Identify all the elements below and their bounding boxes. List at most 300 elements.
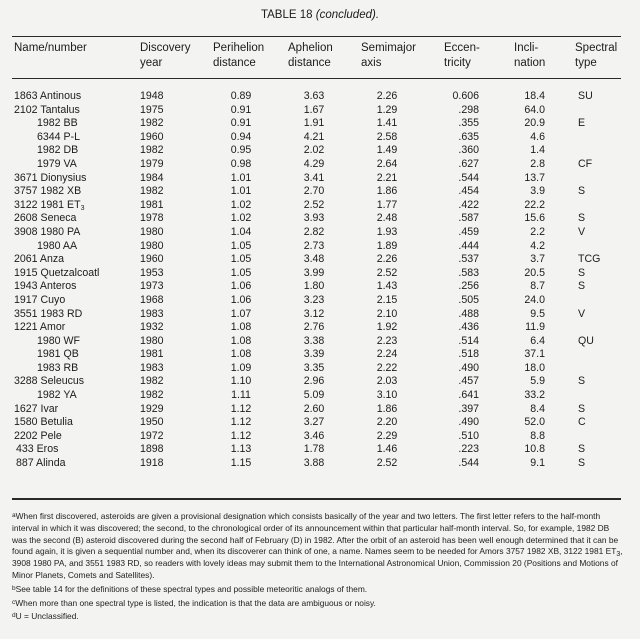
perihelion-cell: 1.04 xyxy=(230,225,252,238)
name-cell xyxy=(37,335,80,349)
table-row xyxy=(0,144,640,158)
eccentricity-cell: .505 xyxy=(458,293,479,306)
table-row xyxy=(0,104,640,118)
name-cell xyxy=(37,389,77,403)
header-inc-line1: Incli- xyxy=(514,42,539,54)
perihelion-cell: 1.06 xyxy=(230,293,252,306)
name-cell xyxy=(14,375,84,389)
semimajor-cell: 1.77 xyxy=(376,198,398,211)
table-title xyxy=(0,9,640,21)
perihelion-cell: 0.89 xyxy=(230,90,252,102)
inclination-cell: 37.1 xyxy=(524,348,545,361)
aphelion-cell: 3.38 xyxy=(303,334,325,347)
name-text: 433 Eros xyxy=(16,443,59,456)
perihelion-cell: 0.98 xyxy=(230,157,252,170)
aphelion-cell: 4.21 xyxy=(303,130,325,143)
aphelion-cell: 2.70 xyxy=(303,185,325,198)
inclination-cell: 10.8 xyxy=(524,443,545,456)
table-title-suffix: (concluded). xyxy=(315,9,380,21)
spectral-type-cell: CF xyxy=(578,157,593,170)
name-cell xyxy=(37,144,78,158)
discovery-year-cell: 1983 xyxy=(140,361,164,374)
inclination-cell: 9.1 xyxy=(530,457,545,470)
header-semi-line1: Semimajor xyxy=(361,42,416,54)
discovery-year-cell: 1968 xyxy=(140,293,164,306)
discovery-year-cell: 1973 xyxy=(140,280,164,293)
perihelion-cell: 1.05 xyxy=(230,239,252,252)
name-text: 1979 VA xyxy=(37,157,77,170)
aphelion-cell: 2.96 xyxy=(303,375,325,388)
perihelion-cell: 1.07 xyxy=(230,307,252,320)
aphelion-cell: 3.63 xyxy=(303,90,325,102)
name-text: 1980 WF xyxy=(37,334,80,347)
header-discovery-year xyxy=(140,41,190,70)
name-text: 1982 DB xyxy=(37,144,79,157)
name-cell xyxy=(37,131,80,145)
table-row xyxy=(0,389,640,403)
eccentricity-cell: .436 xyxy=(458,321,479,334)
name-cell xyxy=(37,117,78,131)
name-text: 2202 Pele xyxy=(14,429,62,442)
semimajor-cell: 2.29 xyxy=(376,429,398,442)
name-text: 1982 BB xyxy=(37,117,78,130)
semimajor-cell: 1.89 xyxy=(376,239,398,252)
header-name xyxy=(14,41,87,56)
eccentricity-cell: .457 xyxy=(458,375,479,388)
discovery-year-cell: 1975 xyxy=(140,103,164,116)
spectral-type-cell: S xyxy=(578,375,586,388)
header-name-line1: Name/number xyxy=(14,42,87,54)
name-subscript: 3 xyxy=(80,204,85,212)
semimajor-cell: 2.48 xyxy=(376,212,398,225)
name-text: 1981 QB xyxy=(37,348,79,361)
spectral-type-cell: SU xyxy=(578,90,593,102)
aphelion-cell: 1.80 xyxy=(303,280,325,293)
footnote-c-text: When more than one spectral type is listed, the indication is that the data are ambiguous or noisy. xyxy=(15,597,376,608)
discovery-year-cell: 1898 xyxy=(140,443,164,456)
header-spec-line1: Spectral xyxy=(575,42,618,54)
semimajor-cell: 2.10 xyxy=(376,307,398,320)
spectral-type-cell: S xyxy=(578,212,586,225)
table-row xyxy=(0,375,640,389)
eccentricity-cell: .544 xyxy=(458,457,479,470)
aphelion-cell: 2.73 xyxy=(303,239,325,252)
name-cell xyxy=(14,172,86,186)
semimajor-cell: 1.46 xyxy=(376,443,398,456)
eccentricity-cell: .223 xyxy=(458,443,479,456)
name-cell xyxy=(37,362,78,376)
semimajor-cell: 2.26 xyxy=(376,253,398,266)
name-text: 1627 Ivar xyxy=(14,402,59,415)
aphelion-cell: 4.29 xyxy=(303,157,325,170)
header-ecc-line1: Eccen- xyxy=(444,42,480,54)
name-text: 887 Alinda xyxy=(16,457,66,470)
discovery-year-cell: 1960 xyxy=(140,130,164,143)
perihelion-cell: 1.02 xyxy=(230,212,252,225)
eccentricity-cell: .360 xyxy=(458,144,479,157)
name-cell xyxy=(14,403,58,417)
eccentricity-cell: .298 xyxy=(458,103,479,116)
footnote-d-text: U = Unclassified. xyxy=(15,611,79,622)
aphelion-cell: 3.23 xyxy=(303,293,325,306)
perihelion-cell: 0.91 xyxy=(230,117,252,130)
name-text: 1915 Quetzalcoatl xyxy=(14,266,100,279)
table-row xyxy=(0,443,640,457)
perihelion-cell: 1.05 xyxy=(230,253,252,266)
perihelion-cell: 1.02 xyxy=(230,198,252,211)
semimajor-cell: 1.93 xyxy=(376,225,398,238)
perihelion-cell: 1.08 xyxy=(230,348,252,361)
inclination-cell: 8.7 xyxy=(530,280,545,293)
semimajor-cell: 2.52 xyxy=(376,457,398,470)
semimajor-cell: 2.58 xyxy=(376,130,398,143)
footnote-b-text: See table 14 for the definitions of these spectral types and possible meteoritic analogs of them. xyxy=(15,583,368,594)
footnote-d xyxy=(12,611,624,623)
table-row xyxy=(0,294,640,308)
header-year-line2: year xyxy=(140,56,163,69)
name-cell xyxy=(14,294,65,308)
discovery-year-cell: 1932 xyxy=(140,321,164,334)
header-peri-line1: Perihelion xyxy=(213,42,265,54)
semimajor-cell: 2.64 xyxy=(376,157,398,170)
perihelion-cell: 1.12 xyxy=(230,416,252,429)
footnote-b xyxy=(12,584,624,596)
discovery-year-cell: 1972 xyxy=(140,429,164,442)
name-cell xyxy=(37,158,77,172)
name-text: 1917 Cuyo xyxy=(14,293,66,306)
inclination-cell: 5.9 xyxy=(530,375,545,388)
table-row xyxy=(0,172,640,186)
name-text: 2102 Tantalus xyxy=(14,103,80,116)
table-body xyxy=(0,90,640,471)
table-row xyxy=(0,226,640,240)
eccentricity-cell: .256 xyxy=(458,280,479,293)
inclination-cell: 52.0 xyxy=(524,416,545,429)
discovery-year-cell: 1982 xyxy=(140,144,164,157)
eccentricity-cell: 0.606 xyxy=(452,90,479,102)
inclination-cell: 22.2 xyxy=(524,198,545,211)
perihelion-cell: 1.13 xyxy=(230,443,252,456)
perihelion-cell: 1.15 xyxy=(230,457,252,470)
name-cell xyxy=(37,348,79,362)
semimajor-cell: 3.10 xyxy=(376,389,398,402)
perihelion-cell: 1.09 xyxy=(230,361,252,374)
discovery-year-cell: 1960 xyxy=(140,253,164,266)
header-eccentricity xyxy=(444,41,480,70)
semimajor-cell: 2.26 xyxy=(376,90,398,102)
footnote-a-subscript: 3 xyxy=(616,551,621,559)
inclination-cell: 13.7 xyxy=(524,171,545,184)
aphelion-cell: 3.48 xyxy=(303,253,325,266)
aphelion-cell: 1.91 xyxy=(303,117,325,130)
name-text: 2061 Anza xyxy=(14,253,65,266)
name-text: 1980 AA xyxy=(37,239,78,252)
discovery-year-cell: 1929 xyxy=(140,402,164,415)
spectral-type-cell: S xyxy=(578,402,586,415)
name-cell xyxy=(37,240,77,254)
inclination-cell: 20.5 xyxy=(524,266,545,279)
name-text: 1863 Antinous xyxy=(14,90,82,102)
name-cell xyxy=(14,199,84,213)
table-row xyxy=(0,240,640,254)
name-text: 1982 YA xyxy=(37,389,77,402)
eccentricity-cell: .454 xyxy=(458,185,479,198)
discovery-year-cell: 1984 xyxy=(140,171,164,184)
semimajor-cell: 2.52 xyxy=(376,266,398,279)
name-text: 6344 P-L xyxy=(37,130,80,143)
table-row xyxy=(0,403,640,417)
name-cell xyxy=(14,416,73,430)
name-text: 2608 Seneca xyxy=(14,212,77,225)
semimajor-cell: 2.15 xyxy=(376,293,398,306)
discovery-year-cell: 1953 xyxy=(140,266,164,279)
header-spec-line2: type xyxy=(575,56,597,69)
bottom-rule xyxy=(12,498,621,500)
spectral-type-cell: QU xyxy=(578,334,594,347)
table-row xyxy=(0,308,640,322)
table-row xyxy=(0,335,640,349)
aphelion-cell: 2.60 xyxy=(303,402,325,415)
aphelion-cell: 3.35 xyxy=(303,361,325,374)
eccentricity-cell: .490 xyxy=(458,361,479,374)
name-cell xyxy=(14,253,64,267)
table-row xyxy=(0,117,640,131)
discovery-year-cell: 1981 xyxy=(140,348,164,361)
name-text: 3288 Seleucus xyxy=(14,375,85,388)
discovery-year-cell: 1980 xyxy=(140,334,164,347)
inclination-cell: 64.0 xyxy=(524,103,545,116)
table-row xyxy=(0,212,640,226)
aphelion-cell: 3.41 xyxy=(303,171,325,184)
table-row xyxy=(0,253,640,267)
inclination-cell: 6.4 xyxy=(530,334,545,347)
table-row xyxy=(0,158,640,172)
aphelion-cell: 2.02 xyxy=(303,144,325,157)
eccentricity-cell: .397 xyxy=(458,402,479,415)
header-peri-line2: distance xyxy=(213,56,256,69)
perihelion-cell: 1.08 xyxy=(230,334,252,347)
discovery-year-cell: 1982 xyxy=(140,375,164,388)
spectral-type-cell: TCG xyxy=(578,253,601,266)
table-row xyxy=(0,457,640,471)
footnote-b-mark: b xyxy=(12,584,16,592)
perihelion-cell: 1.06 xyxy=(230,280,252,293)
name-cell xyxy=(14,185,81,199)
footnotes xyxy=(12,511,624,623)
table-row xyxy=(0,321,640,335)
eccentricity-cell: .518 xyxy=(458,348,479,361)
aphelion-cell: 3.99 xyxy=(303,266,325,279)
table-row xyxy=(0,430,640,444)
inclination-cell: 24.0 xyxy=(524,293,545,306)
header-aphelion xyxy=(288,41,333,70)
footnote-a-text2: , 3908 1980 PA, and 3551 1983 RD, so readers with lovely ideas may submit them to the International Astronomical Union, Commission 20 (Positions and Motions of Minor Planets, Comets and Satellites). xyxy=(12,546,623,580)
aphelion-cell: 2.52 xyxy=(303,198,325,211)
discovery-year-cell: 1980 xyxy=(140,225,164,238)
aphelion-cell: 3.39 xyxy=(303,348,325,361)
name-text: 1221 Amor xyxy=(14,321,66,334)
aphelion-cell: 5.09 xyxy=(303,389,325,402)
semimajor-cell: 2.21 xyxy=(376,171,398,184)
aphelion-cell: 3.88 xyxy=(303,457,325,470)
footnote-a-text1: When first discovered, asteroids are given a provisional designation which consists basically of the year and two letters. The first letter refers to the half-month interval in which it was discovered; the second, to the chronological order of its announcement within that particular half-month interval. So, for example, 1982 DB was the second (B) asteroid discovered during the second half of February (D) in 1982. After the orbit of an asteroid has been well enough determined that it can be found again, it is given a sequential number and, when its discoverer can think of one, a name. Names seem to be needed for Amors 3757 1982 XB, 3122 1981 ET xyxy=(12,511,619,557)
inclination-cell: 11.9 xyxy=(525,321,545,334)
discovery-year-cell: 1979 xyxy=(140,157,164,170)
spectral-type-cell: E xyxy=(578,117,586,130)
name-cell xyxy=(14,104,80,118)
name-cell xyxy=(16,457,65,471)
inclination-cell: 4.6 xyxy=(530,130,545,143)
header-perihelion xyxy=(213,41,264,70)
table-row xyxy=(0,362,640,376)
name-text: 3908 1980 PA xyxy=(14,225,81,238)
table-row xyxy=(0,280,640,294)
table-row xyxy=(0,348,640,362)
semimajor-cell: 1.29 xyxy=(376,103,398,116)
inclination-cell: 9.5 xyxy=(530,307,545,320)
header-inclination xyxy=(514,41,545,70)
table-row xyxy=(0,199,640,213)
name-cell xyxy=(14,321,65,335)
inclination-cell: 18.4 xyxy=(524,90,545,102)
name-cell xyxy=(14,267,99,281)
inclination-cell: 18.0 xyxy=(524,361,545,374)
eccentricity-cell: .537 xyxy=(458,253,479,266)
inclination-cell: 3.7 xyxy=(530,253,545,266)
discovery-year-cell: 1978 xyxy=(140,212,164,225)
inclination-cell: 8.4 xyxy=(530,402,545,415)
perihelion-cell: 1.01 xyxy=(230,171,252,184)
header-aph-line1: Aphelion xyxy=(288,42,333,54)
aphelion-cell: 3.46 xyxy=(303,429,325,442)
perihelion-cell: 1.12 xyxy=(230,429,252,442)
spectral-type-cell: V xyxy=(578,307,586,320)
header-semi-line2: axis xyxy=(361,56,382,69)
discovery-year-cell: 1950 xyxy=(140,416,164,429)
eccentricity-cell: .583 xyxy=(458,266,479,279)
discovery-year-cell: 1982 xyxy=(140,185,164,198)
name-text: 3122 1981 ET xyxy=(14,198,81,211)
header-aph-line2: distance xyxy=(288,56,331,69)
footnote-a-mark: a xyxy=(12,512,16,519)
inclination-cell: 8.8 xyxy=(530,429,545,442)
semimajor-cell: 2.20 xyxy=(376,416,398,429)
eccentricity-cell: .587 xyxy=(458,212,479,225)
perihelion-cell: 1.11 xyxy=(231,389,251,402)
name-text: 1580 Betulia xyxy=(14,416,73,429)
eccentricity-cell: .635 xyxy=(458,130,479,143)
name-text: 1943 Anteros xyxy=(14,280,77,293)
aphelion-cell: 1.67 xyxy=(303,103,325,116)
eccentricity-cell: .422 xyxy=(458,198,479,211)
spectral-type-cell: S xyxy=(578,185,586,198)
semimajor-cell: 1.49 xyxy=(376,144,398,157)
aphelion-cell: 2.76 xyxy=(303,321,325,334)
table-row xyxy=(0,90,640,104)
aphelion-cell: 3.12 xyxy=(303,307,325,320)
header-ecc-line2: tricity xyxy=(444,56,471,69)
eccentricity-cell: .544 xyxy=(458,171,479,184)
inclination-cell: 2.2 xyxy=(530,225,545,238)
name-cell xyxy=(14,90,81,104)
semimajor-cell: 2.22 xyxy=(376,361,398,374)
table-number: TABLE 18 xyxy=(260,9,313,21)
perihelion-cell: 0.94 xyxy=(230,130,252,143)
eccentricity-cell: .490 xyxy=(458,416,479,429)
eccentricity-cell: .514 xyxy=(458,334,479,347)
semimajor-cell: 1.86 xyxy=(376,402,398,415)
spectral-type-cell: S xyxy=(578,443,586,456)
eccentricity-cell: .627 xyxy=(458,157,479,170)
discovery-year-cell: 1948 xyxy=(140,90,164,102)
table-row xyxy=(0,416,640,430)
spectral-type-cell: V xyxy=(578,225,586,238)
perihelion-cell: 1.12 xyxy=(230,402,252,415)
inclination-cell: 3.9 xyxy=(530,185,545,198)
aphelion-cell: 1.78 xyxy=(303,443,325,456)
eccentricity-cell: .641 xyxy=(458,389,479,402)
table-row xyxy=(0,267,640,281)
table-row xyxy=(0,131,640,145)
inclination-cell: 4.2 xyxy=(530,239,545,252)
header-rule xyxy=(12,78,621,79)
name-cell xyxy=(14,280,76,294)
discovery-year-cell: 1982 xyxy=(140,389,164,402)
name-cell xyxy=(14,226,80,240)
name-text: 3551 1983 RD xyxy=(14,307,83,320)
semimajor-cell: 1.86 xyxy=(376,185,398,198)
footnote-c-mark: c xyxy=(12,598,16,606)
semimajor-cell: 1.43 xyxy=(376,280,398,293)
top-rule xyxy=(12,36,621,37)
name-cell xyxy=(14,430,62,444)
semimajor-cell: 2.03 xyxy=(376,375,398,388)
name-cell xyxy=(14,308,82,322)
footnote-c xyxy=(12,598,624,610)
name-text: 3671 Dionysius xyxy=(14,171,87,184)
perihelion-cell: 1.01 xyxy=(230,185,252,198)
spectral-type-cell: S xyxy=(578,280,586,293)
discovery-year-cell: 1982 xyxy=(140,117,164,130)
inclination-cell: 1.4 xyxy=(530,144,545,157)
perihelion-cell: 1.10 xyxy=(230,375,252,388)
footnote-d-mark: d xyxy=(12,612,16,620)
eccentricity-cell: .459 xyxy=(458,225,479,238)
perihelion-cell: 1.08 xyxy=(230,321,252,334)
header-year-line1: Discovery xyxy=(140,42,191,54)
name-text: 1983 RB xyxy=(37,361,79,374)
inclination-cell: 33.2 xyxy=(524,389,545,402)
eccentricity-cell: .488 xyxy=(458,307,479,320)
perihelion-cell: 0.95 xyxy=(230,144,252,157)
discovery-year-cell: 1918 xyxy=(140,457,164,470)
inclination-cell: 15.6 xyxy=(524,212,545,225)
inclination-cell: 2.8 xyxy=(530,157,545,170)
name-text: 3757 1982 XB xyxy=(14,185,82,198)
spectral-type-cell: S xyxy=(578,457,586,470)
perihelion-cell: 0.91 xyxy=(230,103,252,116)
name-cell xyxy=(14,212,76,226)
eccentricity-cell: .355 xyxy=(458,117,479,130)
header-inc-line2: nation xyxy=(514,56,546,69)
aphelion-cell: 2.82 xyxy=(303,225,325,238)
header-spectral-type xyxy=(575,41,617,70)
footnote-a xyxy=(12,511,624,582)
eccentricity-cell: .444 xyxy=(458,239,479,252)
spectral-type-cell: S xyxy=(578,266,586,279)
spectral-type-cell: C xyxy=(578,416,586,429)
table-row xyxy=(0,185,640,199)
